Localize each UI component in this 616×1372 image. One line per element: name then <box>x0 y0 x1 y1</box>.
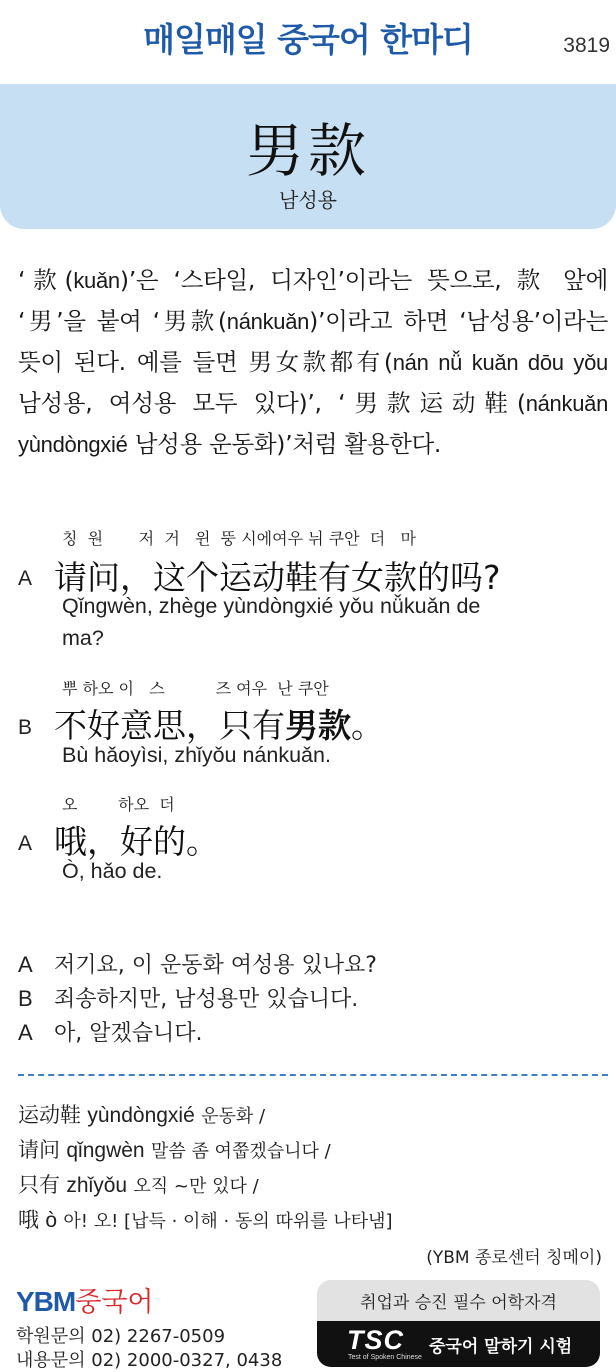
tsc-logo-subtitle: Test of Spoken Chinese <box>348 1354 422 1361</box>
speaker-label: A <box>18 567 33 590</box>
pinyin-line: Qǐngwèn, zhège yùndòngxié yǒu nǚkuǎn de <box>62 594 481 618</box>
vocab-item: 哦 ò 아! 오! [납득 · 이해 · 동의 따위를 나타냄] <box>18 1208 393 1232</box>
korean-reading: 뿌 하오 이 스 즈 여우 난 쿠안 <box>62 679 329 698</box>
speaker-label: A <box>18 832 33 855</box>
korean-reading: 오 하오 더 <box>62 795 175 814</box>
dashed-divider <box>18 1074 608 1076</box>
chinese-sentence: 不好意思，只有男款。 <box>54 706 384 745</box>
keyword-banner <box>0 84 616 229</box>
author-credit: (YBM 종로센터 칭메이) <box>426 1248 602 1268</box>
header <box>0 0 616 84</box>
translation-line: A 저기요, 이 운동화 여성용 있나요? <box>18 952 377 978</box>
contact-content: 내용문의 02) 2000-0327, 0438 <box>16 1350 283 1371</box>
contact-academy: 학원문의 02) 2267-0509 <box>16 1326 226 1347</box>
explanation-line: ‘男’을 붙여 ‘男款(nánkuǎn)’이라고 하면 ‘남성용’이라는 <box>18 307 608 335</box>
vocab-item: 只有 zhǐyǒu 오직 ~만 있다 / <box>18 1173 259 1197</box>
pinyin-line: Ò, hǎo de. <box>62 859 163 883</box>
chinese-sentence: 哦，好的。 <box>54 822 219 861</box>
ad-tagline: 취업과 승진 필수 어학자격 <box>360 1293 557 1313</box>
vocab-item: 请问 qǐngwèn 말씀 좀 여쭙겠습니다 / <box>18 1138 331 1162</box>
tsc-logo: TSC <box>347 1325 404 1355</box>
translation-line: A 아, 알겠습니다. <box>18 1020 203 1046</box>
tsc-advertisement <box>317 1280 600 1367</box>
page-title: 매일매일 중국어 한마디 <box>143 20 473 59</box>
translation-line: B 죄송하지만, 남성용만 있습니다. <box>18 986 359 1012</box>
explanation-line: yùndòngxié 남성용 운동화)’처럼 활용한다. <box>18 430 442 458</box>
tsc-banner <box>317 1321 600 1367</box>
keyword-chinese: 男款 <box>245 117 370 185</box>
vocab-item: 运动鞋 yùndòngxié 운동화 / <box>18 1103 266 1127</box>
korean-reading: 칭 원 저 거 윈 뚱 시에여우 뉘 쿠안 더 마 <box>62 529 416 548</box>
explanation-line: 남성용, 여성용 모두 있다)’, ‘男款运动鞋(nánkuǎn <box>18 389 608 417</box>
issue-number: 3819 <box>563 34 610 57</box>
pinyin-line: Bù hǎoyìsi, zhǐyǒu nánkuǎn. <box>62 743 331 767</box>
explanation-line: 뜻이 된다. 예를 들면 男女款都有(nán nǚ kuǎn dōu yǒu <box>18 348 608 376</box>
keyword-meaning: 남성용 <box>279 188 337 212</box>
ybm-logo: YBM중국어 <box>16 1286 154 1318</box>
pinyin-line: ma? <box>62 626 104 650</box>
explanation-paragraph <box>18 260 608 465</box>
chinese-sentence: 请问，这个运动鞋有女款的吗? <box>54 558 501 597</box>
speaker-label: B <box>18 716 33 739</box>
tsc-exam-name: 중국어 말하기 시험 <box>429 1337 573 1357</box>
explanation-line: ‘款(kuǎn)’은 ‘스타일, 디자인’이라는 뜻으로, 款 앞에 <box>18 266 608 294</box>
